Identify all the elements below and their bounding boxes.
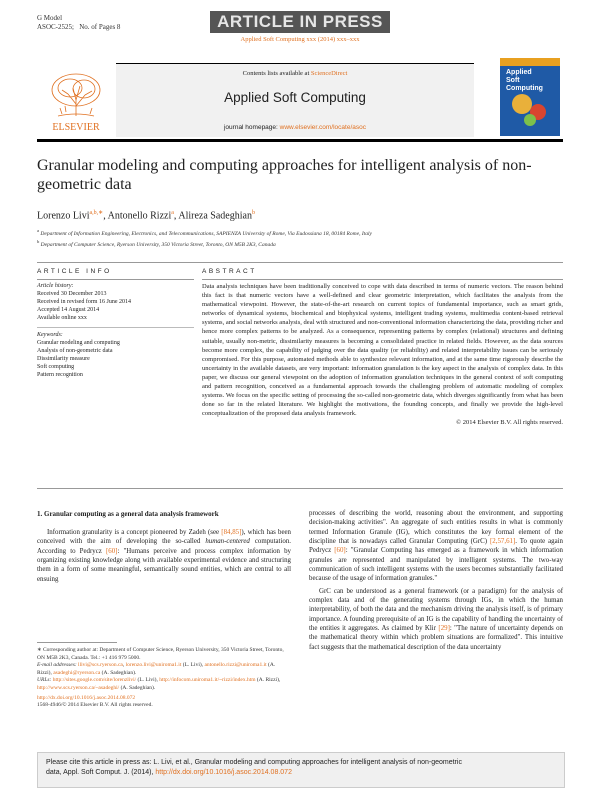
journal-cover-image <box>500 58 560 136</box>
divider <box>37 327 194 328</box>
divider <box>202 279 563 280</box>
footnote-rule <box>37 642 117 643</box>
masthead-bottom-rule <box>37 139 563 142</box>
email-addresses: E-mail addresses: llivi@scs.ryerson.ca, lorenzo.livi@uniroma1.it (L. Livi), antonello.rizzi@uniroma1.it (A. Rizzi), asadeghi@ryerson.ca (A. Sadeghian). <box>37 662 276 676</box>
copyright: © 2014 Elsevier B.V. All rights reserved. <box>456 419 563 427</box>
history-item: Accepted 14 August 2014 <box>37 307 100 313</box>
contents-line: Contents lists available at ScienceDirect <box>242 70 348 77</box>
keyword: Analysis of non-geometric data <box>37 348 113 354</box>
cite-this-article-box: Please cite this article in press as: L. Livi, et al., Granular modeling and computing approaches for intelligent analysis of non-geometric data, Appl. Soft Comput. J. (2014), http://dx.doi.org/10.1016/j.asoc.2014.08.072 <box>37 752 565 788</box>
masthead-top-rule <box>116 63 474 64</box>
divider <box>37 262 563 263</box>
corresponding-author-note: ∗ Corresponding author at: Department of Computer Science, Ryerson University, 350 Victoria Street, Toronto, ON M5B 2K3, Canada. Tel.: +1 416 979 5000. <box>37 647 284 661</box>
body-right-column <box>309 509 563 652</box>
history-label: Article history: <box>37 283 74 289</box>
citation-link[interactable]: [29] <box>438 625 450 633</box>
url-link[interactable]: http://infocom.uniroma1.it/~rizzi/index.htm <box>159 677 256 684</box>
url-link[interactable]: http://sites.google.com/site/lorenzlivi/ <box>52 677 137 684</box>
abstract <box>202 282 563 428</box>
divider <box>37 488 563 489</box>
divider <box>37 279 194 280</box>
history-item: Received in revised form 16 June 2014 <box>37 299 131 305</box>
email-link[interactable]: antonello.rizzi@uniroma1.it <box>204 662 267 669</box>
author-name: Antonello Rizzi <box>107 210 172 222</box>
article-in-press-banner: ARTICLE IN PRESS <box>210 11 390 33</box>
homepage-link[interactable]: www.elsevier.com/locate/asoc <box>279 124 366 131</box>
publisher-logo-text: ELSEVIER <box>52 122 100 133</box>
author-marks[interactable]: a <box>171 210 174 216</box>
paragraph: GrC can be understood as a general framework (or a paradigm) for the analysis of complex data and of the generating systems through IGs, in which the human interpretability, of both the data and the mechanism driving the analysis itself, is of primary importance. A founding prerequisite of an IG is the capability of handling the uncertainty of the entities it aggregates. As claimed by Klir [29]: "The nature of uncertainty depends on the mathematical theory within which problem situations are formalized". This intuitive fact suggests that the mathematical description of the data uncertainty <box>309 587 563 651</box>
abstract-text: Data analysis techniques have been traditionally conceived to cope with data described in terms of numeric vectors. The reason behind this fact is that numeric vectors have a well-defined and clear geometric interpretation, which facilitates the analysis from the mathematical viewpoint. However, the state-of-the-art research on current topics of fundamental importance, such as smart grids, networks of dynamical systems, biochemical and biophysical systems, intelligent trading systems, multimedia content-based retrieval systems, and social networks analysis, deal with structured and non-conventional information characterizing the data, providing richer and hence more complex patterns to be analyzed. As a consequence, representing patterns by complex (relational) structures and defining suitable, usually non-metric, dissimilarity measures is becoming a consolidated practice in related fields. However, as the data sources become more complex, the capability of judging over the data quality (or reliability) and related interpretability issues can be seriously compromised. For this purpose, automated methods able to synthesize relevant information, and at the same time rigorously describe the uncertainty in the available datasets, are very important: information granulation is the key aspect in the analysis of complex data. In this paper, we discuss our general viewpoint on the adoption of information granulation techniques in the general context of soft computing and pattern recognition, conceived as a fundamental approach towards the challenging problem of automatic modeling of complex systems. We focus on the specific setting of processing the so-called non-geometric data, which diverges significantly from what has been done so far in the related literature. We highlight the motivations, the founding concepts, and finally we provide the high-level conceptualization of the proposed data analysis framework. <box>202 283 563 418</box>
email-link[interactable]: lorenzo.livi@uniroma1.it <box>125 662 182 669</box>
cite-line: Please cite this article in press as: L. Livi, et al., Granular modeling and computing approaches for intelligent analysis of non-geometric <box>46 759 462 766</box>
article-info <box>37 282 194 379</box>
affiliations <box>37 227 563 249</box>
citation-link[interactable]: [2,57,61] <box>490 538 516 546</box>
sciencedirect-link[interactable]: ScienceDirect <box>310 70 348 77</box>
author-marks[interactable]: b <box>251 210 255 216</box>
cover-title-1: Applied <box>506 69 532 76</box>
citation-link[interactable]: [60] <box>105 547 118 555</box>
journal-reference[interactable]: Applied Soft Computing xxx (2014) xxx–xxx <box>240 36 360 43</box>
email-link[interactable]: asadeghi@ryerson.ca <box>53 669 101 676</box>
journal-name: Applied Soft Computing <box>224 90 366 105</box>
paragraph: Information granularity is a concept pioneered by Zadeh (see [84,85]), which has been conceived with the aim of developing the so-called human-centered computation. According to Pedrycz [60]: "Humans perceive and process complex information by organizing existing knowledge along with available experimental evidence and structuring them in a form of some meaningful, semantically sound entities, which are central to all ensuing <box>37 529 292 583</box>
keywords-label: Keywords: <box>37 332 63 338</box>
history-item: Received 30 December 2013 <box>37 291 107 297</box>
affiliation: $^a$ Department of Information Engineering, Electronics, and Telecommunications, SAPIENZA University of Rome, Via Eudossiana 18, 00184 Rome, Italy <box>37 228 372 237</box>
cover-title-3: Computing <box>506 85 543 92</box>
author-marks[interactable]: a,b,∗ <box>89 210 104 216</box>
model-label: G Model <box>37 14 63 22</box>
article-info-heading: ARTICLE INFO <box>37 268 112 275</box>
keyword: Soft computing <box>37 364 75 370</box>
article-title: Granular modeling and computing approaches for intelligent analysis of non-geometric data <box>37 157 532 193</box>
author-name: Alireza Sadeghian <box>178 210 252 222</box>
issn-line: 1568-4946/© 2014 Elsevier B.V. All rights reserved. <box>37 702 153 709</box>
running-header <box>37 14 120 32</box>
body-left-column <box>37 510 291 584</box>
paragraph: processes of describing the world, reasoning about the environment, and supporting decision-making activities". An aggregate of such entities results in what is commonly termed Information Granule (IG), which constitutes the key formal element of the discipline that is nowadays called Granular Computing (GrC) [2,57,61]. To quote again Pedrycz [60]: "Granular Computing has emerged as a framework in which information granules are represented and manipulated by intelligent systems. The two-way communication of such intelligent systems with the users becomes substantially facilitated because of the usage of information granules." <box>309 510 564 583</box>
footnotes <box>37 647 291 710</box>
author-name: Lorenzo Livi <box>37 210 90 222</box>
url-link[interactable]: http://www.scs.ryerson.ca/~asadeghi/ <box>37 684 120 691</box>
author-list: Lorenzo Livi$^{a,b,∗}$, Antonello Rizzi$^a$, Alireza Sadeghian$^b$ <box>37 210 255 222</box>
cover-title-2: Soft <box>506 77 520 84</box>
cite-doi-link[interactable]: http://dx.doi.org/10.1016/j.asoc.2014.08.072 <box>155 769 292 776</box>
doi-link[interactable]: http://dx.doi.org/10.1016/j.asoc.2014.08.072 <box>37 694 136 701</box>
keyword: Dissimilarity measure <box>37 356 90 362</box>
abstract-heading: ABSTRACT <box>202 268 257 275</box>
citation-link[interactable]: [60] <box>334 547 346 555</box>
page-count: No. of Pages 8 <box>79 23 121 31</box>
article-code: ASOC-2525; <box>37 23 74 31</box>
keyword: Granular modeling and computing <box>37 340 120 346</box>
email-link[interactable]: llivi@scs.ryerson.ca <box>78 662 123 669</box>
keyword: Pattern recognition <box>37 372 83 378</box>
citation-link[interactable]: [84,85] <box>221 529 242 536</box>
section-heading: 1. Granular computing as a general data analysis framework <box>37 510 219 518</box>
elsevier-tree-logo <box>40 64 112 136</box>
affiliation: $^b$ Department of Computer Science, Ryerson University, 350 Victoria Street, Toronto, ON M5B 2K3, Canada <box>37 238 276 248</box>
urls: URLs: http://sites.google.com/site/lorenzlivi/ (L. Livi), http://infocom.uniroma1.it/~rizzi/index.htm (A. Rizzi), http://www.scs.ryerson.ca/~asadeghi/ (A. Sadeghian). <box>37 677 281 691</box>
history-item: Available online xxx <box>37 315 87 321</box>
journal-homepage: journal homepage: www.elsevier.com/locate/asoc <box>223 124 366 131</box>
